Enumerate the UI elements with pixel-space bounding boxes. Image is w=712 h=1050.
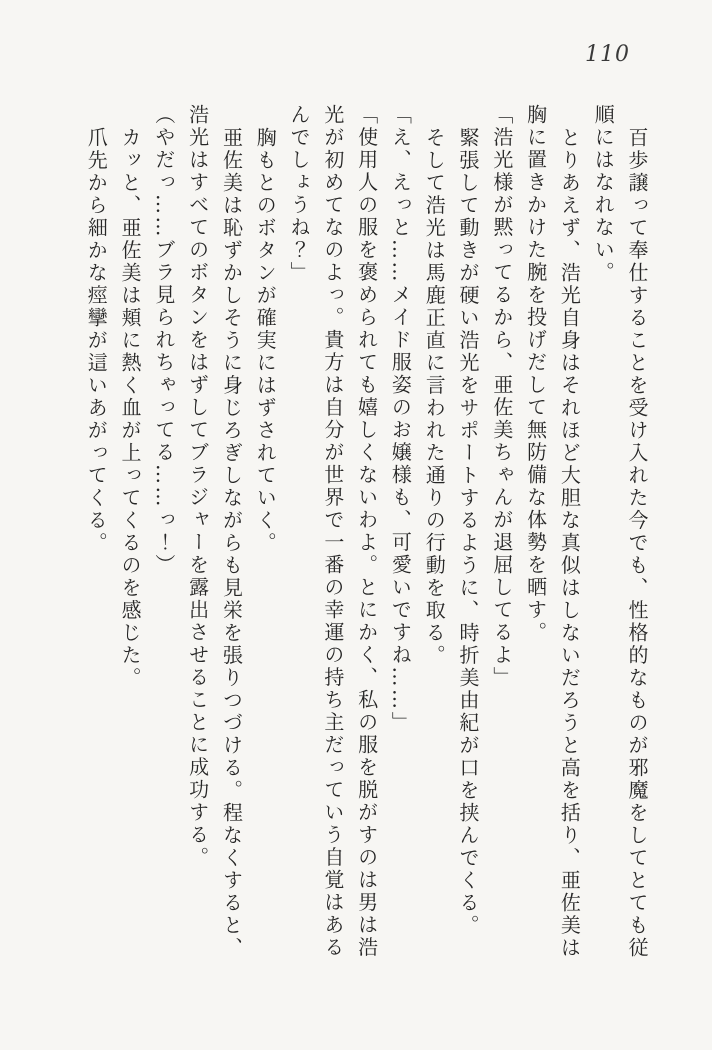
text-line: カッと、亜佐美は頬に熱く血が上ってくるのを感じた。: [118, 126, 143, 689]
text-line: 百歩譲って奉仕することを受け入れた今でも、性格的なものが邪魔をしてとても従: [625, 126, 649, 959]
text-line: 「え、えっと……メイド服姿のお嬢様も、可愛いですね……」: [388, 104, 413, 734]
body-text: [78, 104, 653, 966]
text-line: （やだっ……ブラ見られちゃってる……っ！）: [151, 104, 176, 577]
text-line: 「浩光様が黙ってるから、亜佐美ちゃんが退屈してるよ」: [489, 104, 514, 689]
text-line: 浩光はすべてのボタンをはずしてブラジャーを露出させることに成功する。: [185, 104, 210, 869]
text-line: 胸に置きかけた腕を投げだして無防備な体勢を晒す。: [523, 104, 548, 644]
text-line: とりあえず、浩光自身はそれほど大胆な真似はしないだろうと高を括り、亜佐美は: [557, 126, 582, 959]
text-line: んでしょうね？」: [287, 104, 312, 284]
page-number: 110: [585, 42, 630, 67]
text-line: 光が初めてなのよっ。貴方は自分が世界で一番の幸運の持ち主だっていう自覚はある: [320, 104, 345, 959]
text-line: 胸もとのボタンが確実にはずされていく。: [253, 126, 278, 554]
text-line: 亜佐美は恥ずかしそうに身じろぎしながらも見栄を張りつづける。程なくすると、: [219, 126, 244, 959]
text-line: 爪先から細かな痙攣が這いあがってくる。: [84, 126, 109, 554]
text-line: 順にはなれない。: [591, 104, 616, 284]
text-line: 緊張して動きが硬い浩光をサポートするように、時折美由紀が口を挟んでくる。: [456, 126, 481, 937]
text-line: そして浩光は馬鹿正直に言われた通りの行動を取る。: [422, 126, 447, 667]
text-line: 「使用人の服を褒められても嬉しくないわよ。とにかく、私の服を脱がすのは男は浩: [354, 104, 379, 959]
